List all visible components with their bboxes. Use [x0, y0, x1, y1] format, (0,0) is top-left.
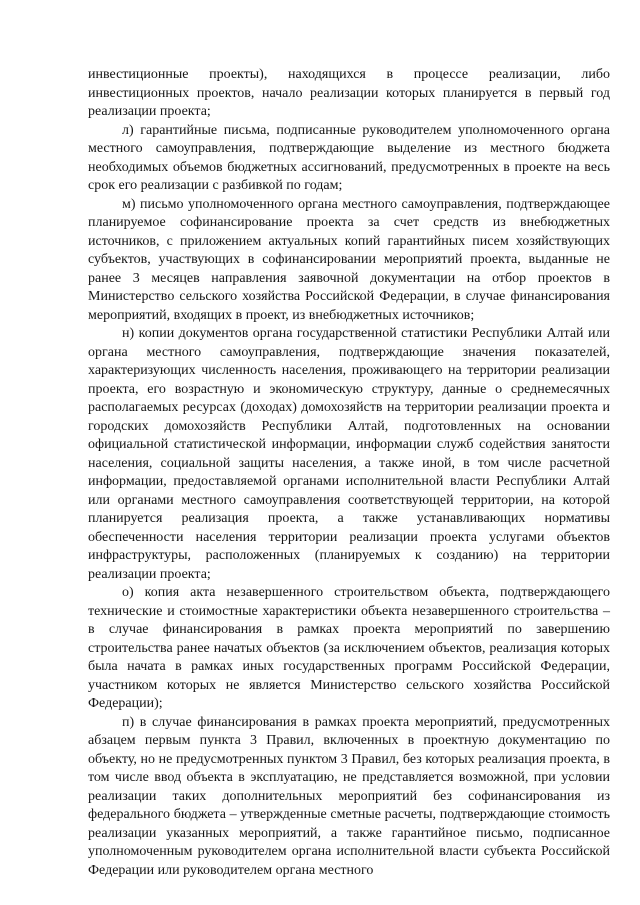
paragraph-continuation: инвестиционные проекты), находящихся в процессе реализации, либо инвестиционных проектов, начало реализации которых планируется в первый год реализации проекта;	[88, 67, 610, 119]
paragraph-item-o: о) копия акта незавершенного строительством объекта, подтверждающего технические и стоимостные характеристики объекта незавершенного строительства – в случае финансирования в рамках проекта мероприятий по завершению строительства ранее начатых объектов (за исключением объектов, реализация которых была начата в рамках иных государственных программ Российской Федерации, участником которых не является Министерство сельского хозяйства Российской Федерации);	[88, 585, 610, 711]
paragraph-item-l: л) гарантийные письма, подписанные руководителем уполномоченного органа местного самоуправления, подтверждающие выделение из местного бюджета необходимых объемов бюджетных ассигнований, предусмотренных в проекте на весь срок его реализации с разбивкой по годам;	[88, 122, 610, 193]
paragraph-item-m: м) письмо уполномоченного органа местного самоуправления, подтверждающее планируемое софинансирование проекта за счет средств из внебюджетных источников, с приложением актуальных копий гарантийных писем хозяйствующих субъектов, участвующих в софинансировании мероприятий проекта, выданные не ранее 3 месяцев направления заявочной документации на отбор проектов в Министерство сельского хозяйства Российской Федерации, в случае финансирования мероприятий, входящих в проект, из внебюджетных источников;	[88, 196, 610, 323]
paragraph-item-p: п) в случае финансирования в рамках проекта мероприятий, предусмотренных абзацем первым пункта 3 Правил, включенных в проектную документацию по объекту, но не предусмотренных пунктом 3 Правил, без которых реализация проекта, в том числе ввод объекта в эксплуатацию, не представляется возможной, при условии реализации таких дополнительных мероприятий без софинансирования из федерального бюджета – утвержденные сметные расчеты, подтверждающие стоимость реализации указанных мероприятий, а также гарантийное письмо, подписанное уполномоченным руководителем органа исполнительной власти субъекта Российской Федерации или руководителем органа местного	[88, 714, 610, 878]
document-body	[88, 66, 610, 880]
paragraph-item-n: н) копии документов органа государственной статистики Республики Алтай или органа местного самоуправления, подтверждающие значения показателей, характеризующих численность населения, проживающего на территории реализации проекта, его возрастную и экономическую структуру, данные о среднемесячных располагаемых ресурсах (доходах) домохозяйств на территории реализации проекта и городских домохозяйств Республики Алтай, подготовленных на основании официальной статистической информации, информации служб содействия занятости населения, социальной защиты населения, а также иной, в том числе расчетной информации, предоставляемой органами исполнительной власти Республики Алтай или органами местного самоуправления соответствующей территории, на которой планируется реализация проекта, а также устанавливающих нормативы обеспеченности населения территории реализации проекта услугами объектов инфраструктуры, расположенных (планируемых к созданию) на территории реализации проекта;	[88, 326, 610, 582]
